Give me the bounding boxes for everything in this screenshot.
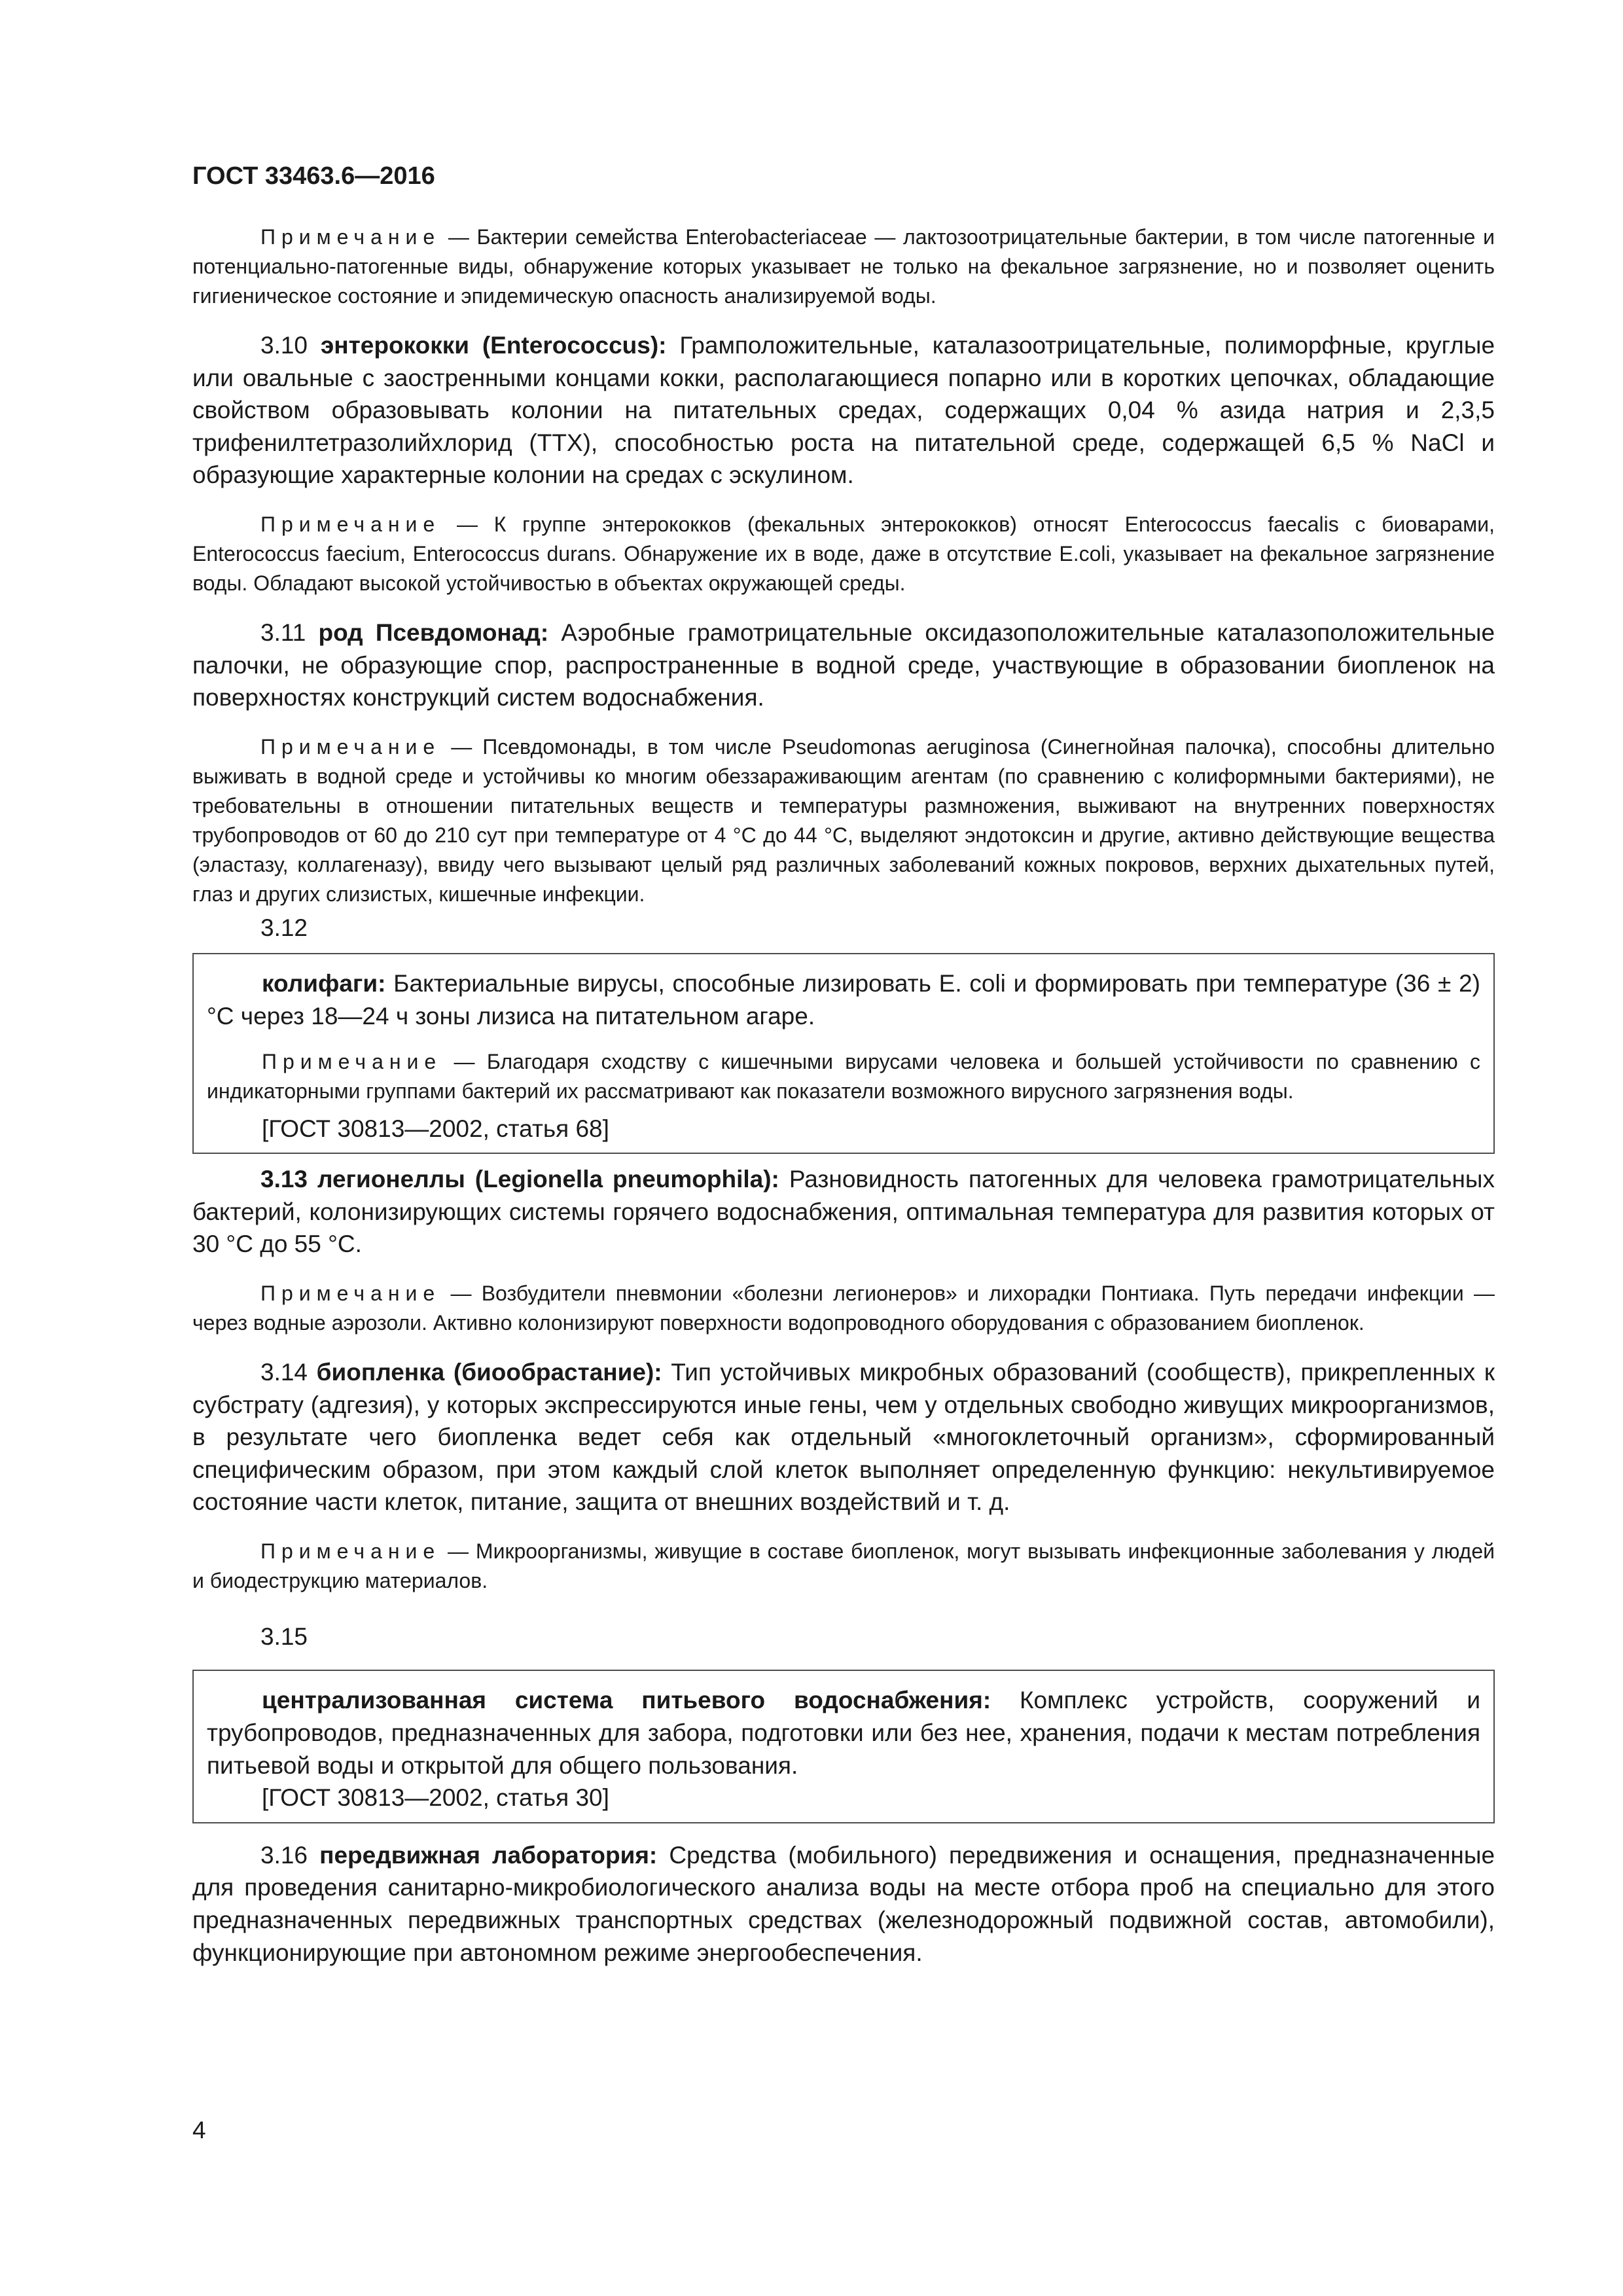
note-3-14	[192, 1537, 1495, 1596]
note-label: Примечание	[260, 225, 441, 249]
note-dash: —	[442, 1049, 487, 1073]
note-3-10	[192, 510, 1495, 598]
page-number: 4	[192, 2117, 206, 2144]
note-label: Примечание	[260, 512, 441, 536]
note-label: Примечание	[260, 1281, 441, 1305]
note-dash: —	[440, 225, 477, 249]
note-dash: —	[440, 734, 483, 759]
definition: Бактериальные вирусы, способные лизировать E. coli и формировать при температуре (36 ± 2) °С через 18—24 ч зоны лизиса на питательном агаре.	[207, 970, 1481, 1030]
section-3-16	[192, 1839, 1495, 1969]
section-number-3-12: 3.12	[260, 914, 308, 941]
note-dash: —	[440, 1281, 482, 1305]
note-dash: —	[440, 512, 494, 536]
note-text: Микроорганизмы, живущие в составе биопленок, могут вызывать инфекционные заболевания у людей и биодеструкцию материалов.	[192, 1539, 1495, 1592]
term: централизованная система питьевого водоснабжения:	[262, 1687, 991, 1714]
term: передвижная лаборатория:	[319, 1841, 658, 1869]
note-3-9	[192, 223, 1495, 311]
note-text: Благодаря сходству с кишечными вирусами человека и большей устойчивости по сравнению с индикаторными группами бактерий их рассматривают как показатели возможного вирусного загрязнения воды.	[207, 1049, 1481, 1103]
term: легионеллы (Legionella pneumophila):	[317, 1166, 779, 1193]
definition: Средства (мобильного) передвижения и оснащения, предназначенные для проведения санитарно-микробиологического анализа воды на месте отбора проб на специально для этого предназначенных передвижных транспортных средствах (железнодорожный подвижной состав, автомобили), функционирующие при автономном режиме энергообеспечения.	[192, 1841, 1495, 1966]
section-number: 3.13	[260, 1166, 308, 1193]
section-3-11	[192, 617, 1495, 714]
note-3-12	[207, 1047, 1480, 1106]
note-label: Примечание	[262, 1049, 442, 1073]
section-number-3-15: 3.15	[260, 1623, 308, 1650]
section-3-15	[207, 1684, 1480, 1782]
note-label: Примечание	[260, 1539, 441, 1563]
quoted-definition-box-3-15	[192, 1670, 1495, 1823]
source-reference: [ГОСТ 30813—2002, статья 30]	[262, 1784, 609, 1812]
section-3-10	[192, 329, 1495, 492]
note-3-11	[192, 732, 1495, 909]
definition: Грамположительные, каталазоотрицательные, полиморфные, круглые или овальные с заостренными концами кокки, располагающиеся попарно или в коротких цепочках, обладающие свойством образовывать колонии на питательных средах, содержащих 0,04 % азида натрия и 2,3,5 трифенилтетразолийхлорид (ТТХ), способностью роста на питательной среде, содержащей 6,5 % NaCl и образующие характерные колонии на средах с эскулином.	[192, 332, 1495, 489]
term: энтерококки (Enterococcus):	[320, 332, 667, 359]
note-text: Возбудители пневмонии «болезни легионеров» и лихорадки Понтиака. Путь передачи инфекции — через водные аэрозоли. Активно колонизируют поверхности водопроводного оборудования с образованием биопленок.	[192, 1281, 1495, 1335]
page-content	[192, 223, 1495, 1969]
term: род Псевдомонад:	[318, 619, 549, 646]
note-dash: —	[440, 1539, 476, 1563]
note-text: Бактерии семейства Enterobacteriaceae — лактозоотрицательные бактерии, в том числе патогенные и потенциально-патогенные виды, обнаружение которых указывает не только на фекальное загрязнение, но и позволяет оценить гигиеническое состояние и эпидемическую опасность анализируемой воды.	[192, 225, 1495, 308]
section-number: 3.10	[260, 332, 308, 359]
term: биопленка (биообрастание):	[316, 1358, 662, 1386]
definition: Аэробные грамотрицательные оксидазоположительные каталазоположительные палочки, не образующие спор, распространенные в водной среде, участвующие в образовании биопленок на поверхностях конструкций систем водоснабжения.	[192, 619, 1495, 711]
term: колифаги:	[262, 970, 386, 997]
section-3-14	[192, 1356, 1495, 1518]
source-reference: [ГОСТ 30813—2002, статья 68]	[262, 1115, 609, 1142]
note-label: Примечание	[260, 734, 441, 759]
note-text: К группе энтерококков (фекальных энтерококков) относят Enterococcus faecalis с биоварами, Enterococcus faecium, Enterococcus durans. Обнаружение их в воде, даже в отсутствие E.coli, указывает на фекальное загрязнение воды. Обладают высокой устойчивостью в объектах окружающей среды.	[192, 512, 1495, 595]
quoted-definition-box-3-12	[192, 953, 1495, 1154]
definition: Тип устойчивых микробных образований (сообществ), прикрепленных к субстрату (адгезия), у которых экспрессируются иные гены, чем у отдельных свободно живущих микроорганизмов, в результате чего биопленка ведет себя как отдельный «многоклеточный организм», сформированный специфическим образом, при этом каждый слой клеток выполняет определенную функцию: некультивируемое состояние части клеток, питание, защита от внешних воздействий и т. д.	[192, 1358, 1495, 1516]
section-number: 3.11	[260, 619, 306, 646]
definition: Разновидность патогенных для человека грамотрицательных бактерий, колонизирующих системы горячего водоснабжения, оптимальная температура для развития которых от 30 °С до 55 °С.	[192, 1166, 1495, 1258]
definition: Комплекс устройств, сооружений и трубопроводов, предназначенных для забора, подготовки или без нее, хранения, подачи к местам потребления питьевой воды и открытой для общего пользования.	[207, 1687, 1480, 1779]
note-text: Псевдомонады, в том числе Pseudomonas aeruginosa (Синегнойная палочка), способны длительно выживать в водной среде и устойчивы ко многим обеззараживающим агентам (по сравнению с колиформными бактериями), не требовательны в отношении питательных веществ и температуры размножения, выживают на внутренних поверхностях трубопроводов от 60 до 210 сут при температуре от 4 °С до 44 °С, выделяют эндотоксин и другие, активно действующие вещества (эластазу, коллагеназу), ввиду чего вызывают целый ряд различных заболеваний кожных покровов, верхних дыхательных путей, глаз и других слизистых, кишечные инфекции.	[192, 734, 1495, 906]
section-number: 3.14	[260, 1358, 308, 1386]
document-code-header: ГОСТ 33463.6—2016	[192, 162, 435, 190]
note-3-13	[192, 1279, 1495, 1338]
section-number: 3.16	[260, 1841, 308, 1869]
section-3-12	[207, 967, 1480, 1032]
section-3-13	[192, 1163, 1495, 1261]
